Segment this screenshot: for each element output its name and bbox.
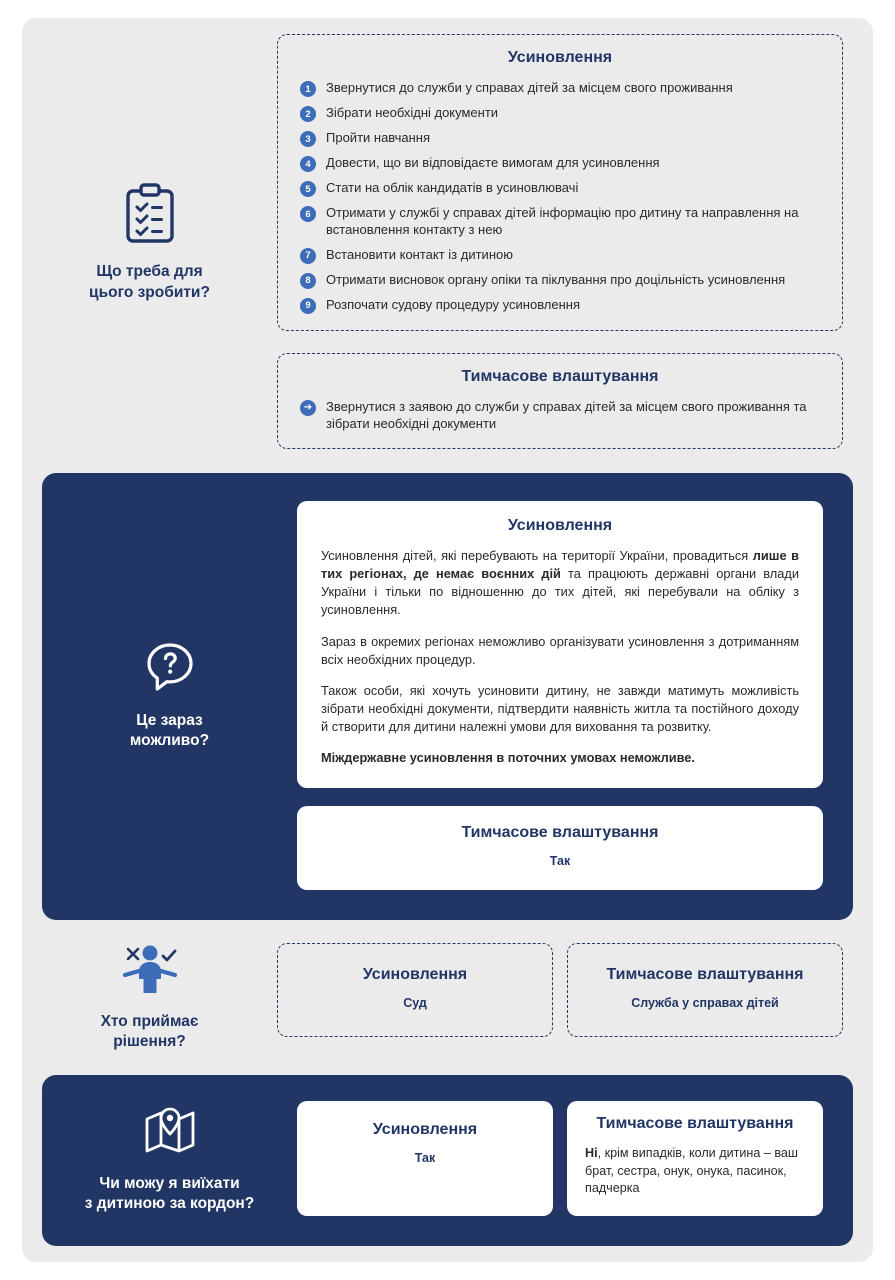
label-line-1: Що треба для: [96, 263, 203, 281]
card-title-temporary: Тимчасове влаштування: [461, 823, 659, 841]
section-title-who-decides: [101, 1012, 199, 1052]
cards-row-who-decides: [277, 943, 843, 1037]
paragraph-1: [321, 547, 799, 620]
section-what-to-do: [22, 18, 873, 468]
paragraph-part-bold: Міждержавне усиновлення в поточних умовах неможливе.: [321, 750, 695, 766]
paragraph-part: Усиновлення дітей, які перебувають на території України, провадиться: [321, 548, 753, 563]
list-item: [300, 79, 820, 97]
card-title-temporary: Тимчасове влаштування: [606, 966, 804, 983]
card-adoption-travel: [297, 1101, 553, 1216]
map-pin-icon: [143, 1107, 197, 1162]
clipboard-checklist-icon: [124, 183, 176, 250]
cards-who-decides: [277, 925, 873, 1037]
step-text: Встановити контакт із дитиною: [326, 246, 513, 262]
temporary-steps-list: [300, 398, 820, 433]
step-text: Звернутися до служби у справах дітей за місцем свого проживання: [326, 80, 733, 95]
card-temporary-travel: [567, 1101, 823, 1216]
section-is-it-possible: [42, 473, 853, 920]
list-item: [300, 104, 820, 122]
card-answer-temporary: Так: [549, 853, 571, 868]
list-item: [300, 398, 820, 433]
step-number-icon: 6: [300, 206, 316, 222]
card-temporary-placement-steps: [277, 353, 843, 450]
arrow-right-icon: ➔: [300, 400, 316, 416]
section-label-who-decides: [22, 925, 277, 1070]
step-number-icon: 4: [300, 156, 316, 172]
cards-is-it-possible: [297, 473, 853, 890]
step-text: Пройти навчання: [326, 130, 431, 145]
section-label-what-to-do: [22, 18, 277, 468]
card-adoption-decider: [277, 943, 553, 1037]
section-who-decides: [22, 925, 873, 1070]
paragraph-part: Також особи, які хочуть усиновити дитину, не завжди матимуть можливість зібрати необхідні документи, підтвердити наявність житла та постійного доходу й створити для дитини належні умови для виховання та розвитку.: [321, 682, 799, 735]
card-title-temporary: Тимчасове влаштування: [461, 367, 659, 385]
section-label-travel-abroad: [42, 1075, 297, 1246]
step-text: Звернутися з заявою до служби у справах дітей за місцем свого проживання та зібрати необхідні документи: [326, 398, 807, 431]
list-item: [300, 271, 820, 289]
label-line-2: можливо?: [129, 732, 210, 749]
card-adoption-steps: [277, 34, 843, 331]
card-title-temporary: Тимчасове влаштування: [596, 1115, 794, 1132]
list-item: [300, 246, 820, 264]
answer-part: , крім випадків, коли дитина – ваш брат, сестра, онук, онука, пасинок, падчерка: [585, 1146, 799, 1196]
card-answer-adoption: Суд: [403, 996, 427, 1010]
card-adoption-possibility: [297, 501, 823, 788]
step-number-icon: 8: [300, 273, 316, 289]
label-line-2: рішення?: [113, 1033, 186, 1050]
label-line-2: з дитиною за кордон?: [84, 1195, 255, 1212]
paragraph-4: [321, 749, 799, 767]
paragraph-2: [321, 633, 799, 669]
section-title-what-to-do: [89, 262, 210, 302]
person-decision-icon: [119, 943, 181, 1000]
step-text: Зібрати необхідні документи: [326, 105, 499, 120]
paragraph-part-bold: лише в тих регіонах, де немає воєнних дій: [321, 548, 800, 582]
card-title-adoption: Усиновлення: [507, 517, 613, 534]
paragraph-part: Зараз в окремих регіонах неможливо організувати усиновлення з дотриманням всіх необхідних процедур.: [321, 633, 799, 667]
step-text: Отримати висновок органу опіки та піклування про доцільність усиновлення: [326, 271, 786, 287]
cards-what-to-do: [277, 18, 873, 449]
card-answer-temporary: [585, 1145, 805, 1198]
list-item: [300, 204, 820, 239]
answer-part-bold: Ні: [585, 1146, 598, 1160]
card-title-adoption: Усиновлення: [507, 49, 613, 66]
step-text: Розпочати судову процедуру усиновлення: [326, 296, 581, 312]
card-answer-adoption: Так: [414, 1151, 436, 1165]
step-text: Довести, що ви відповідаєте вимогам для усиновлення: [326, 155, 660, 170]
step-number-icon: 3: [300, 131, 316, 147]
card-title-adoption: Усиновлення: [372, 1121, 478, 1138]
section-title-is-it-possible: [130, 711, 209, 751]
paragraph-3: [321, 682, 799, 736]
label-line-1: Хто приймає: [100, 1012, 199, 1030]
section-travel-abroad: [42, 1075, 853, 1246]
label-line-2: цього зробити?: [89, 283, 210, 301]
step-text: Отримати у службі у справах дітей інформацію про дитину та направлення на встановлення контакту з нею: [326, 205, 799, 238]
list-item: [300, 179, 820, 197]
section-label-is-it-possible: [42, 473, 297, 920]
list-item: [300, 154, 820, 172]
question-speech-bubble-icon: [146, 642, 194, 699]
paragraph-part: та працюють державні органи влади України і тільки по відношенню до тих дітей, які перебували на обліку з усиновлення.: [321, 566, 800, 618]
section-title-travel-abroad: [85, 1174, 255, 1214]
step-number-icon: 2: [300, 106, 316, 122]
list-item: [300, 129, 820, 147]
card-answer-temporary: Служба у справах дітей: [631, 996, 779, 1010]
adoption-steps-list: [300, 79, 820, 314]
step-number-icon: 9: [300, 298, 316, 314]
list-item: [300, 296, 820, 314]
step-number-icon: 5: [300, 181, 316, 197]
card-temporary-decider: [567, 943, 843, 1037]
card-temporary-possibility: [297, 806, 823, 890]
card-title-adoption: Усиновлення: [362, 966, 468, 983]
step-number-icon: 1: [300, 81, 316, 97]
label-line-1: Це зараз: [136, 711, 203, 729]
cards-travel-abroad: [297, 1075, 853, 1216]
step-number-icon: 7: [300, 248, 316, 264]
label-line-1: Чи можу я виїхати: [99, 1174, 240, 1192]
cards-row-travel-abroad: [297, 1101, 823, 1216]
step-text: Стати на облік кандидатів в усиновлювачі: [326, 180, 579, 195]
